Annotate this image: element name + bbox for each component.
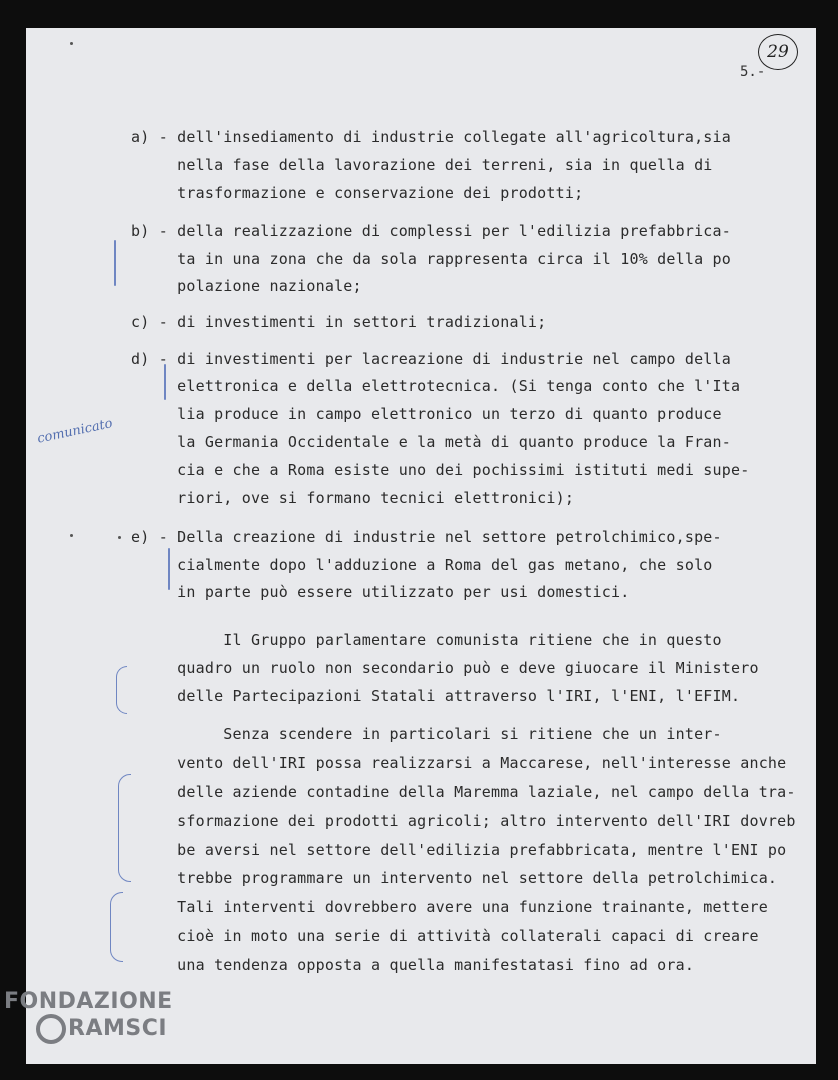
text-line: la Germania Occidentale e la metà di quanto produce la Fran- (131, 433, 731, 451)
text-line: ta in una zona che da sola rappresenta circa il 10% della po (131, 250, 731, 268)
margin-annotation: comunicato (36, 416, 114, 447)
margin-bracket-2 (118, 774, 131, 882)
text-line: sformazione dei prodotti agricoli; altro intervento dell'IRI dovreb (131, 812, 796, 830)
text-line: elettronica e della elettrotecnica. (Si tenga conto che l'Ita (131, 377, 741, 395)
paper-speck (70, 42, 73, 45)
watermark-line-1: FONDAZIONE (4, 989, 173, 1014)
text-line: be aversi nel settore dell'edilizia prefabbricata, mentre l'ENI po (131, 841, 787, 859)
text-line: nella fase della lavorazione dei terreni, sia in quella di (131, 156, 713, 174)
gramsci-logo-icon (36, 1014, 66, 1044)
text-line: e) - Della creazione di industrie nel settore petrolchimico,spe- (131, 528, 722, 546)
document-page (26, 28, 816, 1064)
text-line: Tali interventi dovrebbero avere una funzione trainante, mettere (131, 898, 768, 916)
text-line: Il Gruppo parlamentare comunista ritiene che in questo (131, 631, 722, 649)
text-line: cioè in moto una serie di attività collaterali capaci di creare (131, 927, 759, 945)
paper-speck (70, 534, 73, 537)
text-line: a) - dell'insediamento di industrie collegate all'agricoltura,sia (131, 128, 731, 146)
text-line: c) - di investimenti in settori tradizionali; (131, 313, 547, 331)
text-line: delle Partecipazioni Statali attraverso l'IRI, l'ENI, l'EFIM. (131, 687, 741, 705)
margin-bracket-1 (116, 666, 127, 714)
text-line: una tendenza opposta a quella manifestatasi fino ad ora. (131, 956, 695, 974)
text-line: lia produce in campo elettronico un terzo di quanto produce (131, 405, 722, 423)
margin-bracket-3 (110, 892, 123, 962)
watermark-line-2: RAMSCI (68, 1016, 168, 1041)
text-line: trebbe programmare un intervento nel settore della petrolchimica. (131, 869, 778, 887)
page-number: 5.- (740, 64, 766, 80)
text-line: polazione nazionale; (131, 277, 362, 295)
archive-number-stamp: 29 (758, 34, 798, 70)
text-line: trasformazione e conservazione dei prodotti; (131, 184, 584, 202)
text-line: vento dell'IRI possa realizzarsi a Maccarese, nell'interesse anche (131, 754, 787, 772)
text-line: b) - della realizzazione di complessi per l'edilizia prefabbrica- (131, 222, 731, 240)
text-line: Senza scendere in particolari si ritiene che un inter- (131, 725, 722, 743)
fondazione-gramsci-watermark (4, 990, 173, 1044)
text-line: quadro un ruolo non secondario può e deve giuocare il Ministero (131, 659, 759, 677)
text-line: delle aziende contadine della Maremma laziale, nel campo della tra- (131, 783, 796, 801)
text-line: d) - di investimenti per lacreazione di industrie nel campo della (131, 350, 731, 368)
margin-mark-b (114, 240, 116, 286)
text-line: cia e che a Roma esiste uno dei pochissimi istituti medi supe- (131, 461, 750, 479)
paper-speck (118, 536, 121, 539)
text-line: riori, ove si formano tecnici elettronici); (131, 489, 575, 507)
text-line: in parte può essere utilizzato per usi domestici. (131, 583, 630, 601)
text-line: cialmente dopo l'adduzione a Roma del gas metano, che solo (131, 556, 713, 574)
